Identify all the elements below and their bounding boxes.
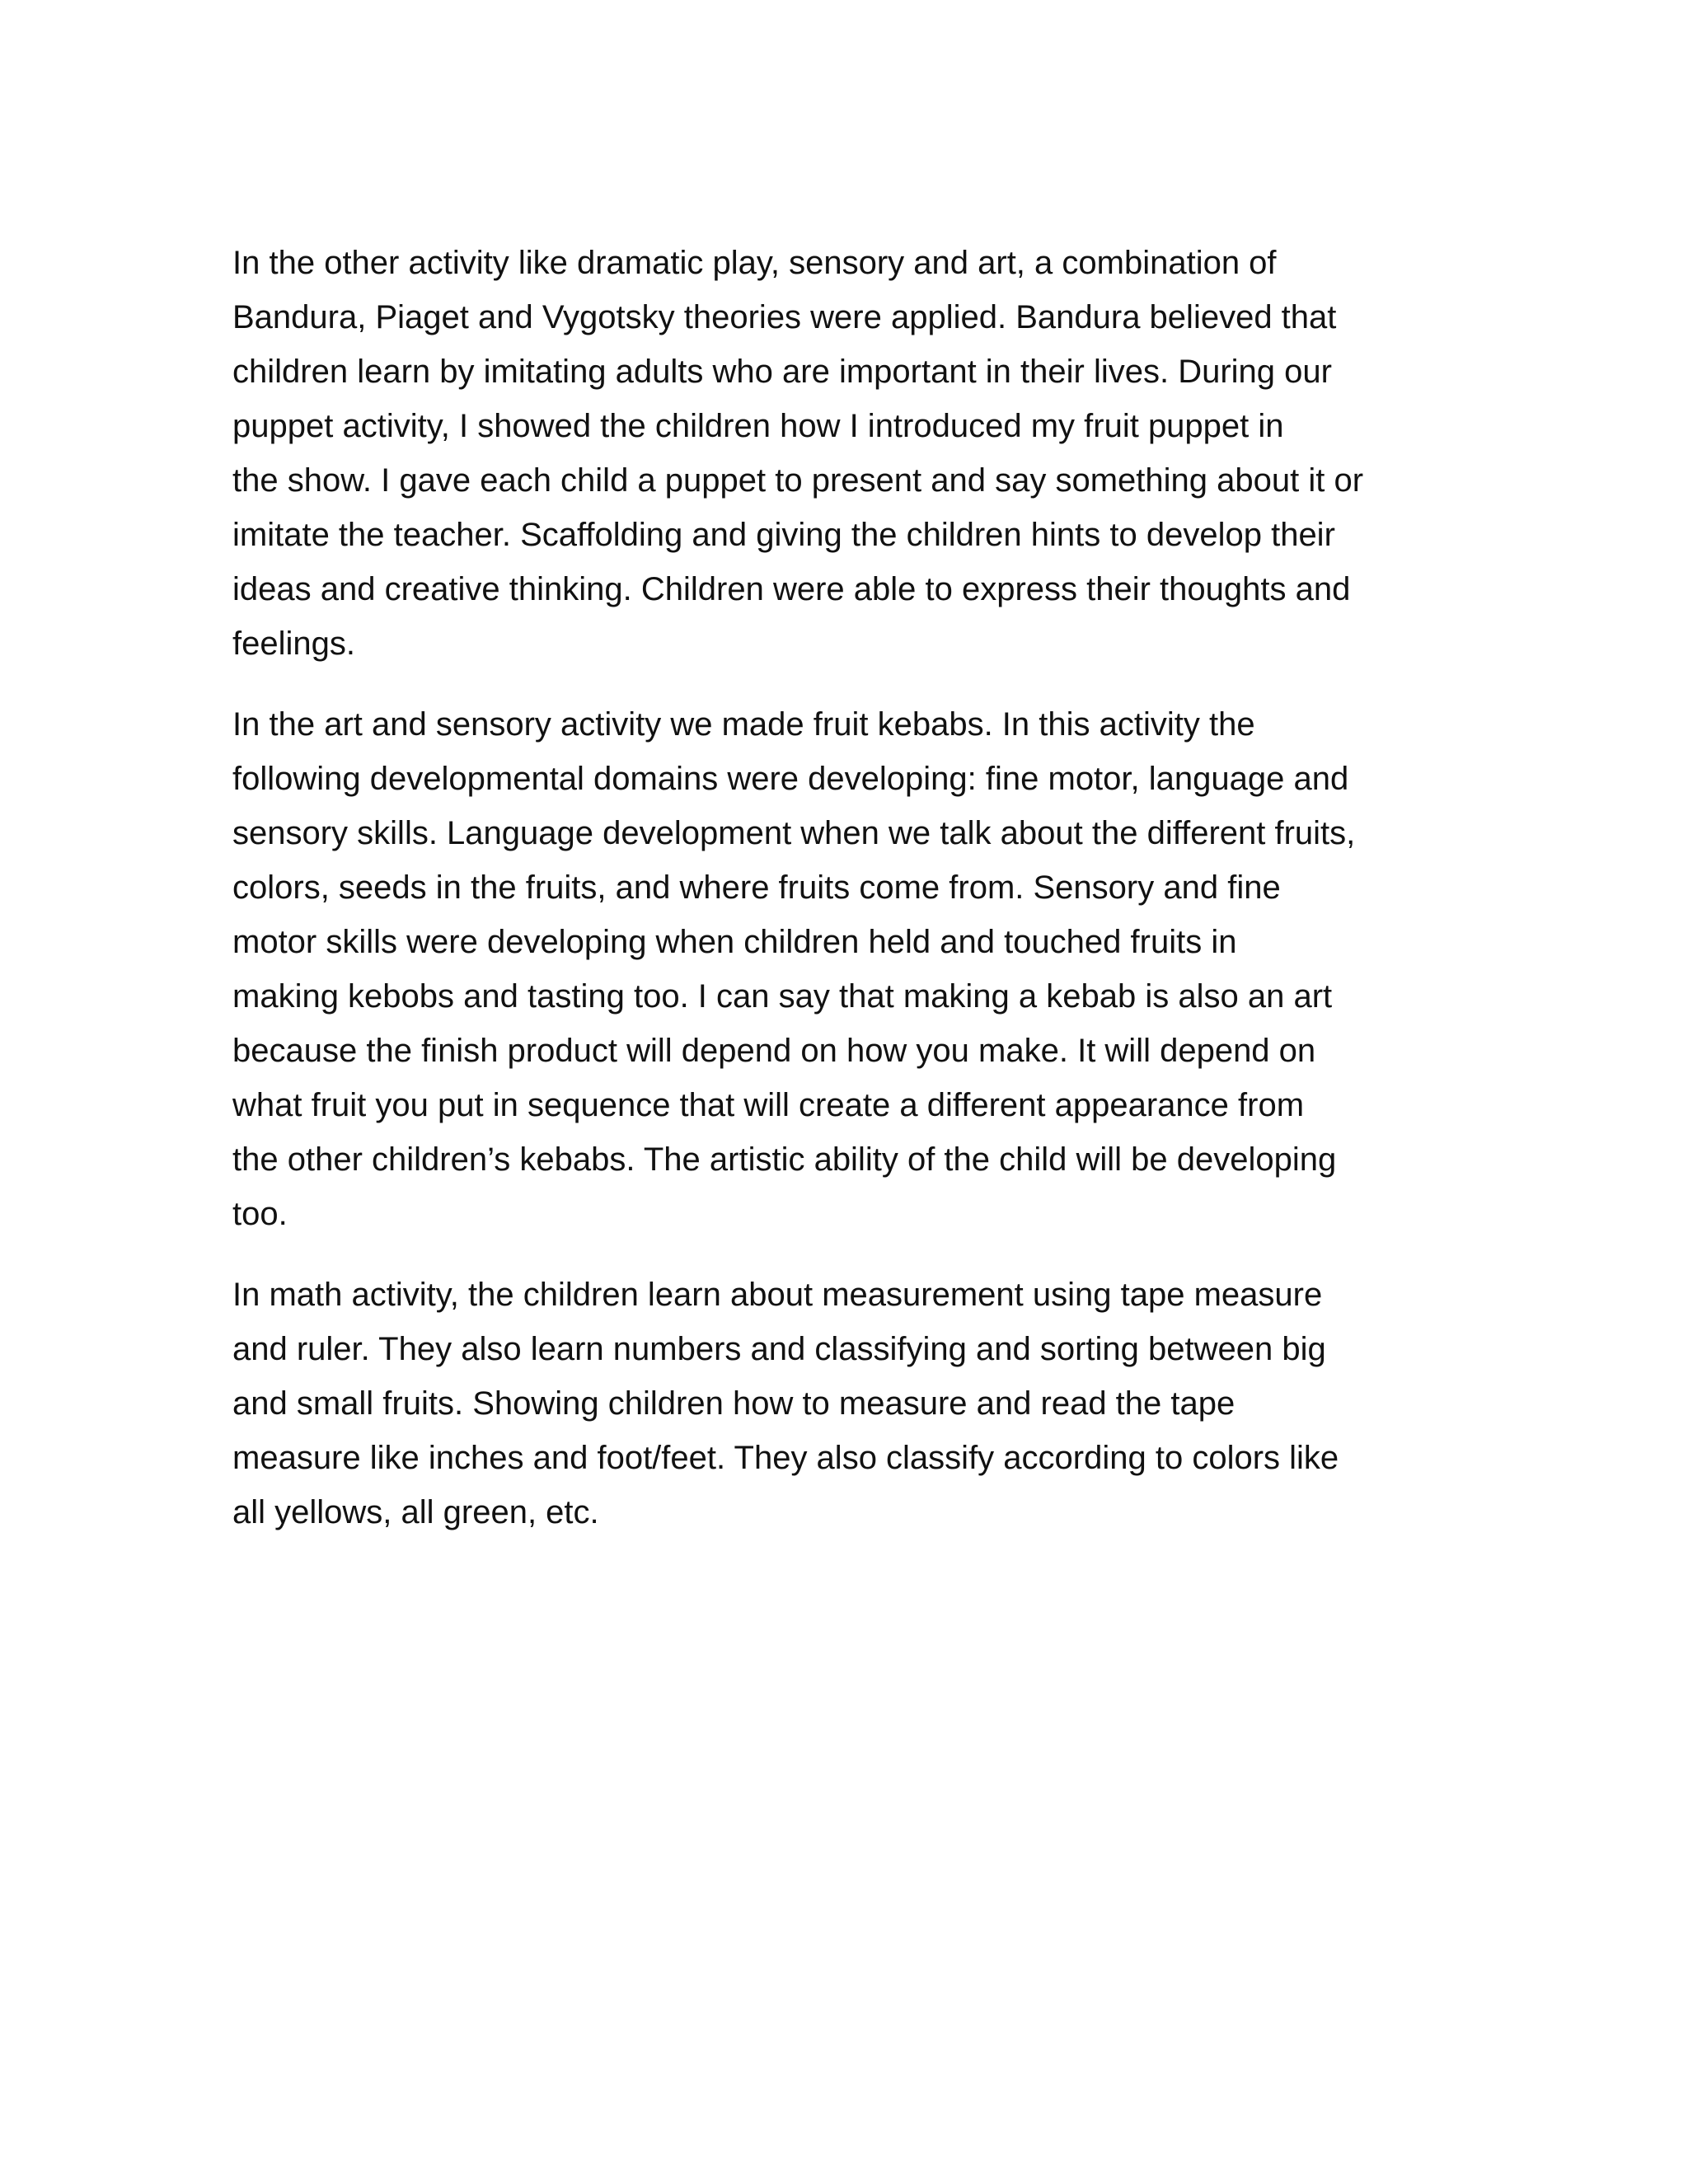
paragraph-theories	[232, 236, 1485, 671]
document-body	[232, 236, 1485, 1540]
text-line: what fruit you put in sequence that will create a different appearance from	[232, 1087, 1305, 1123]
text-line: and small fruits. Showing children how to measure and read the tape	[232, 1385, 1236, 1422]
text-line: the show. I gave each child a puppet to present and say something about it or	[232, 462, 1364, 499]
text-line: puppet activity, I showed the children how I introduced my fruit puppet in	[232, 408, 1284, 444]
text-line: children learn by imitating adults who are important in their lives. During our	[232, 354, 1332, 390]
text-line: imitate the teacher. Scaffolding and giving the children hints to develop their	[232, 517, 1335, 553]
text-line: colors, seeds in the fruits, and where fruits come from. Sensory and fine	[232, 869, 1281, 906]
text-line: sensory skills. Language development when we talk about the different fruits,	[232, 815, 1356, 851]
text-line: ideas and creative thinking. Children were able to express their thoughts and	[232, 571, 1351, 607]
text-line: and ruler. They also learn numbers and classifying and sorting between big	[232, 1331, 1326, 1367]
text-line: making kebobs and tasting too. I can say that making a kebab is also an art	[232, 978, 1333, 1015]
text-line: In the art and sensory activity we made fruit kebabs. In this activity the	[232, 706, 1255, 743]
text-line: Bandura, Piaget and Vygotsky theories were applied. Bandura believed that	[232, 299, 1337, 335]
text-line: In math activity, the children learn about measurement using tape measure	[232, 1277, 1323, 1313]
text-line: feelings.	[232, 626, 355, 662]
paragraph-art-sensory	[232, 697, 1485, 1241]
text-line: because the finish product will depend on how you make. It will depend on	[232, 1033, 1316, 1069]
text-line: In the other activity like dramatic play, sensory and art, a combination of	[232, 245, 1277, 281]
text-line: following developmental domains were developing: fine motor, language and	[232, 761, 1349, 797]
text-line: all yellows, all green, etc.	[232, 1494, 599, 1530]
paragraph-math	[232, 1268, 1485, 1540]
text-line: the other children’s kebabs. The artistic ability of the child will be developing	[232, 1141, 1337, 1178]
text-line: motor skills were developing when children held and touched fruits in	[232, 924, 1237, 960]
text-line: measure like inches and foot/feet. They also classify according to colors like	[232, 1440, 1339, 1476]
text-line: too.	[232, 1196, 288, 1232]
